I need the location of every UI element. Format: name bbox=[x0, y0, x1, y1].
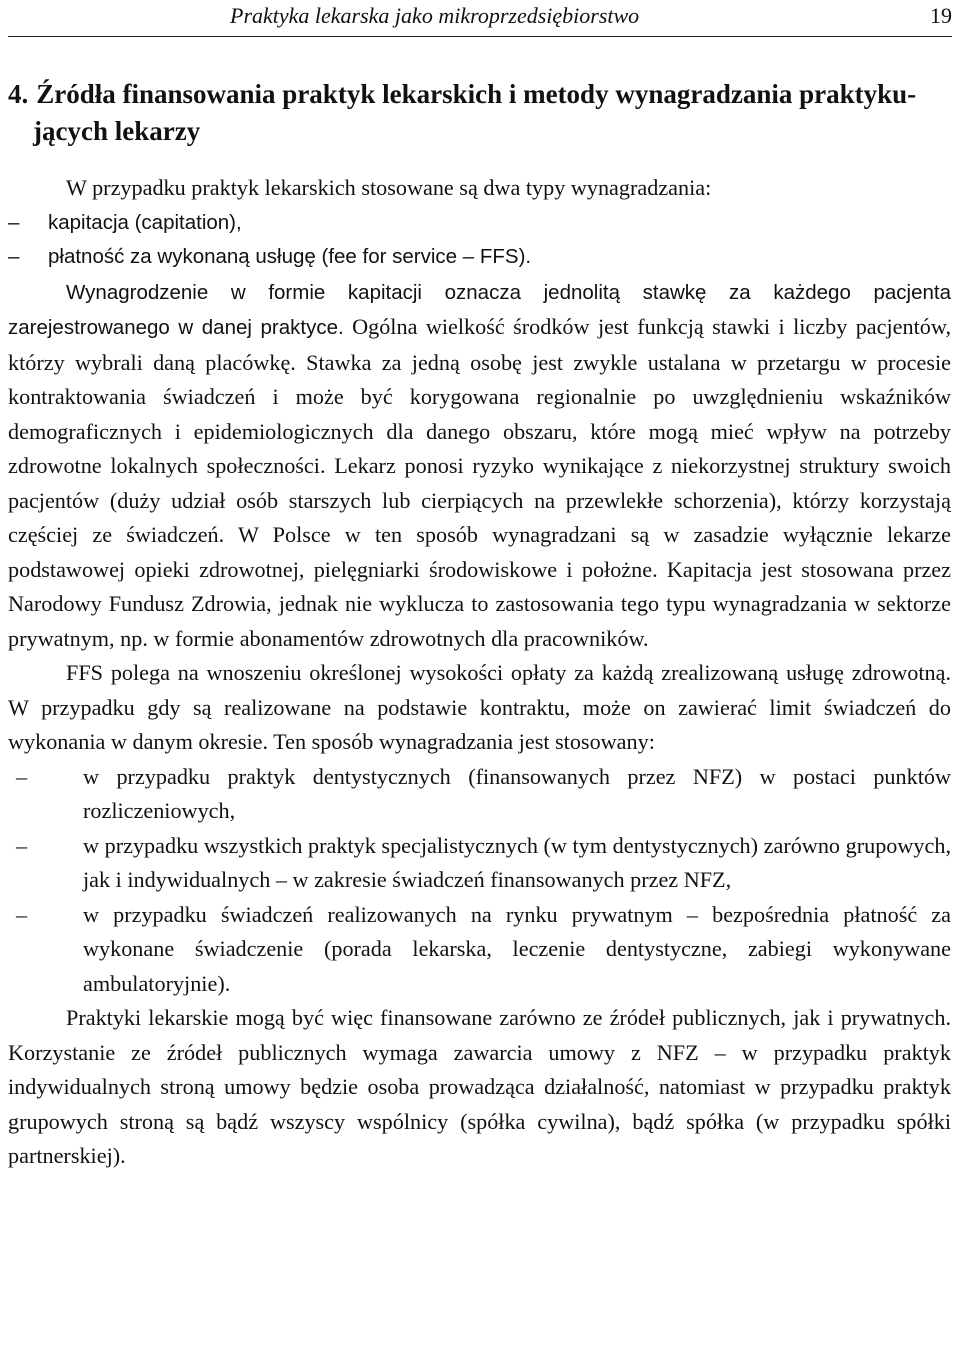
body-text bbox=[8, 171, 951, 1174]
payment-type-item: – kapitacja (capitation), bbox=[8, 206, 951, 241]
payment-type-item: – płatność za wykonaną usługę (fee for service – FFS). bbox=[8, 240, 951, 275]
page-content bbox=[8, 76, 951, 1174]
ffs-usage-item: – w przypadku praktyk dentystycznych (finansowanych przez NFZ) w postaci punktów rozliczeniowych, bbox=[8, 760, 951, 829]
ffs-usage-item: – w przypadku wszystkich praktyk specjalistycznych (w tym dentystycznych) zarówno grupowych, jak i indywidualnych – w zakresie świadczeń finansowanych przez NFZ, bbox=[8, 829, 951, 898]
section-title-line1: Źródła finansowania praktyk lekarskich i metody wynagradzania praktyku- bbox=[36, 79, 917, 109]
section-heading bbox=[8, 76, 951, 150]
ffs-paragraph: FFS polega na wnoszeniu określonej wysokości opłaty za każdą zrealizowaną usługę zdrowotną. W przypadku gdy są realizowane na podstawie kontraktu, może on zawierać limit świadczeń do wykonania w danym okresie. Ten sposób wynagradzania jest stosowany: bbox=[8, 660, 951, 754]
intro-lead: W przypadku praktyk lekarskich stosowane są dwa typy wynagradzania: bbox=[66, 175, 712, 200]
capitation-definition: Wynagrodzenie w formie kapitacji oznacza jednolitą stawkę za każdego pacjenta zarejestrowanego w danej praktyce. bbox=[8, 280, 951, 339]
section-title-line2: jących lekarzy bbox=[33, 116, 201, 146]
header-rule bbox=[8, 36, 952, 37]
section-number: 4. bbox=[8, 79, 29, 109]
ffs-usage-item: – w przypadku świadczeń realizowanych na rynku prywatnym – bezpośrednia płatność za wykonane świadczenie (porada lekarska, leczenie dentystyczne, zabiegi wykonywane ambulatoryjnie). bbox=[8, 898, 951, 1002]
page-number: 19 bbox=[930, 3, 952, 28]
ffs-usage-list bbox=[8, 760, 951, 1002]
capitation-paragraph bbox=[8, 275, 951, 657]
payment-types-list bbox=[8, 206, 951, 275]
section-heading-line1 bbox=[8, 76, 951, 113]
running-title: Praktyka lekarska jako mikroprzedsiębiorstwo bbox=[230, 3, 640, 28]
closing-paragraph: Praktyki lekarskie mogą być więc finansowane zarówno ze źródeł publicznych, jak i prywatnych. Korzystanie ze źródeł publicznych wymaga zawarcia umowy z NFZ – w przypadku praktyk indywidualnych stroną umowy będzie osoba prowadząca działalność, natomiast w przypadku praktyk grupowych stroną są bądź wszyscy wspólnicy (spółka cywilna), bądź spółka (w przypadku spółki partnerskiej). bbox=[8, 1005, 951, 1168]
capitation-description: Ogólna wielkość środków jest funkcją stawki i liczby pacjentów, którzy wybrali daną placówkę. Stawka za jedną osobę jest zwykle ustalana w przetargu w procesie kontraktowania świadczeń i może być korygowana regionalnie po uwzględnieniu wskaźników demograficznych i epidemiologicznych dla danego obszaru, które mogą mieć wpływ na potrzeby zdrowotne lokalnych społeczności. Lekarz ponosi ryzyko wynikające z niekorzystnej struktury swoich pacjentów (duży udział osób starszych lub cierpiących na przewlekłe schorzenia), którzy korzystają częściej ze świadczeń. W Polsce w ten sposób wynagradzani są w zasadzie wyłącznie lekarze podstawowej opieki zdrowotnej, pielęgniarki środowiskowe i położne. Kapitacja jest stosowana przez Narodowy Fundusz Zdrowia, jednak nie wyklucza to zastosowania tego typu wynagradzania w sektorze prywatnym, np. w formie abonamentów zdrowotnych dla pracowników. bbox=[8, 314, 951, 651]
running-header bbox=[0, 0, 960, 34]
